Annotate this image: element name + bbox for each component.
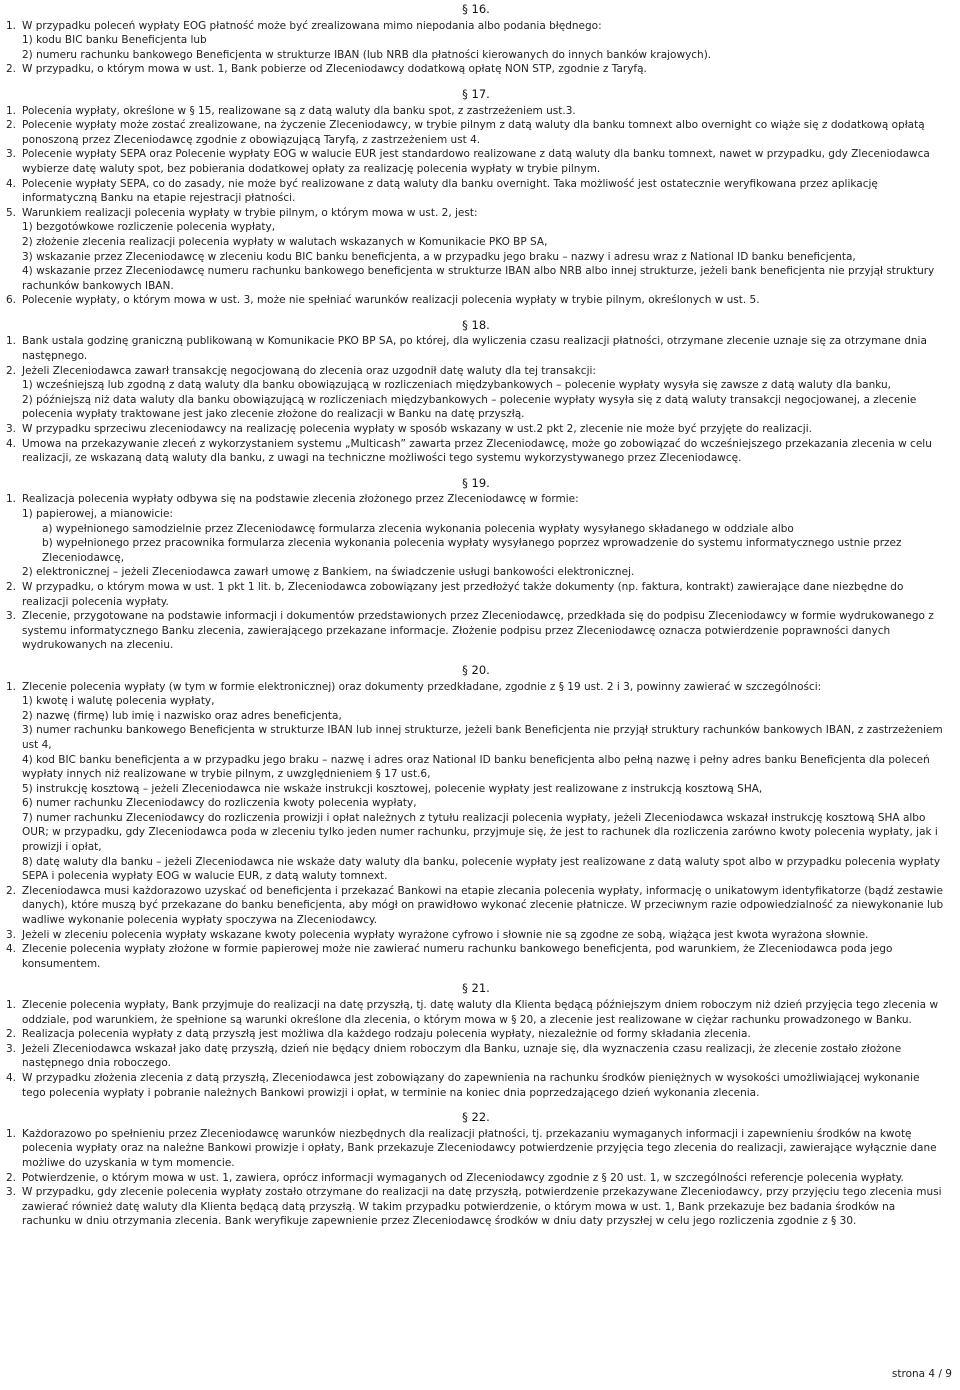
item-number: 3. bbox=[6, 1042, 17, 1055]
paragraph-item bbox=[6, 580, 946, 609]
item-number: 3. bbox=[6, 148, 17, 161]
item-number: 2. bbox=[6, 364, 17, 377]
paragraph-item bbox=[6, 1027, 946, 1042]
sub-item: 3) wskazanie przez Zleceniodawcę w zleceniu kodu BIC banku beneficjenta, a w przypadku jego braku – nazwy i adresu wraz z National ID banku beneficjenta, bbox=[22, 250, 856, 263]
item-text: W przypadku złożenia zlecenia z datą przyszłą, Zleceniodawca jest zobowiązany do zapewnienia na rachunku środków pieniężnych w wysokości umożliwiającej wykonanie tego polecenia wypłaty i pobranie należnych Bankowi prowizji i opłat, w terminie na koniec dnia poprzedzającego dzień wykonania zlecenia. bbox=[22, 1071, 920, 1099]
item-number: 2. bbox=[6, 1028, 17, 1041]
paragraph-item bbox=[6, 998, 946, 1027]
paragraph-item bbox=[6, 364, 946, 422]
item-number: 3. bbox=[6, 1186, 17, 1199]
sub-item: 2) numeru rachunku bankowego Beneficjenta w strukturze IBAN (lub NRB dla płatności kierowanych do innych banków krajowych). bbox=[22, 48, 712, 61]
item-number: 6. bbox=[6, 294, 17, 307]
item-number: 1. bbox=[6, 493, 17, 506]
item-number: 1. bbox=[6, 335, 17, 348]
item-text: W przypadku, gdy zlecenie polecenia wypłaty zostało otrzymane do realizacji na datę przyszłą, potwierdzenie przekazywane Zleceniodawcy, przy przyjęciu tego zlecenia musi zawierać również datę waluty dla Klienta będącą datą przyszłą. W takim przypadku potwierdzenie, o którym mowa w ust. 1, Bank przekazuje bez badania środków na rachunku w dniu otrzymania zlecenia. Bank weryfikuje zapewnienie przez Zleceniodawcę środków w dniu daty przyszłej w celu jego rozliczenia zgodnie z § 30. bbox=[22, 1186, 942, 1228]
item-text: Jeżeli Zleceniodawca zawarł transakcję negocjowaną do zlecenia oraz uzgodnił datę waluty dla tej transakcji: bbox=[22, 364, 596, 377]
paragraph-item bbox=[6, 422, 946, 437]
item-text: Potwierdzenie, o którym mowa w ust. 1, zawiera, oprócz informacji wymaganych od Zleceniodawcy zgodnie z § 20 ust. 1, w szczególności referencje polecenia wypłaty. bbox=[22, 1171, 904, 1184]
sub-item: 8) datę waluty dla banku – jeżeli Zleceniodawca nie wskaże daty waluty dla banku, polecenie wypłaty jest realizowane z datą waluty spot albo w przypadku polecenia wypłaty SEPA i polecenia wypłaty EOG w walucie EUR, z datą waluty tomnext. bbox=[22, 855, 941, 883]
section-title: § 17. bbox=[462, 86, 490, 101]
item-number: 5. bbox=[6, 206, 17, 219]
paragraph-item bbox=[6, 942, 946, 971]
paragraph-item bbox=[6, 118, 946, 147]
item-number: 4. bbox=[6, 1071, 17, 1084]
paragraph-item bbox=[6, 147, 946, 176]
sub-item: 2) złożenie zlecenia realizacji polecenia wypłaty w walutach wskazanych w Komunikacie PKO BP SA, bbox=[22, 235, 548, 248]
item-number: 1. bbox=[6, 19, 17, 32]
item-text: Bank ustala godzinę graniczną publikowaną w Komunikacie PKO BP SA, po której, dla wyliczenia czasu realizacji płatności, otrzymane zlecenie uznaje się za otrzymane dnia następnego. bbox=[22, 335, 927, 363]
sub-item: 1) kwotę i walutę polecenia wypłaty, bbox=[22, 695, 215, 708]
item-text: W przypadku, o którym mowa w ust. 1, Bank pobierze od Zleceniodawcy dodatkową opłatę NON STP, zgodnie z Taryfą. bbox=[22, 63, 647, 76]
item-text: Polecenie wypłaty może zostać zrealizowane, na życzenie Zleceniodawcy, w trybie pilnym z datą waluty dla banku tomnext albo overnight co wiąże się z dodatkową opłatą ponoszoną przez Zleceniodawcę zgodnie z obowiązującą Taryfą, z zastrzeżeniem ust 4. bbox=[22, 119, 925, 146]
item-text: W przypadku sprzeciwu zleceniodawcy na realizację polecenia wypłaty w sposób wskazany w ust.2 pkt 2, zlecenie nie może być przyjęte do realizacji. bbox=[22, 423, 812, 436]
item-text: Polecenia wypłaty, określone w § 15, realizowane są z datą waluty dla banku spot, z zastrzeżeniem ust.3. bbox=[22, 104, 576, 117]
item-number: 2. bbox=[6, 580, 17, 593]
paragraph-item bbox=[6, 19, 946, 63]
sub-item: 7) numer rachunku Zleceniodawcy do rozliczenia prowizji i opłat należnych z tytułu realizacji polecenia wypłaty, jeżeli Zleceniodawca wskazał instrukcję kosztową SHA albo OUR; w przypadku, gdy Zleceniodawca poda w zleceniu tylko jeden numer rachunku, przyjmuje się, że jest to rachunek dla rozliczenia zarówno kwoty polecenia wypłaty, jak i prowizji i opłat, bbox=[22, 811, 938, 854]
paragraph-item bbox=[6, 334, 946, 363]
sub-item: 1) kodu BIC banku Beneficjenta lub bbox=[22, 34, 207, 47]
paragraph-item bbox=[6, 1042, 946, 1071]
item-text: Zlecenie polecenia wypłaty złożone w formie papierowej może nie zawierać numeru rachunku bankowego beneficjenta, pod warunkiem, że Zleceniodawca poda jego konsumentem. bbox=[22, 943, 893, 970]
sub-item: 1) wcześniejszą lub zgodną z datą waluty dla banku obowiązującą w rozliczeniach międzybankowych – polecenie wypłaty wysyła się zawsze z datą waluty dla banku, bbox=[22, 379, 892, 392]
item-text: W przypadku, o którym mowa w ust. 1 pkt 1 lit. b, Zleceniodawca zobowiązany jest przedłożyć także dokumenty (np. faktura, kontrakt) zawierające dane niezbędne do realizacji polecenia wypłaty. bbox=[22, 580, 904, 608]
paragraph-item bbox=[6, 62, 946, 77]
section-title: § 18. bbox=[462, 317, 490, 332]
sub-item: 2) nazwę (firmę) lub imię i nazwisko oraz adres beneficjenta, bbox=[22, 709, 342, 722]
item-number: 4. bbox=[6, 177, 17, 190]
item-text: Zleceniodawca musi każdorazowo uzyskać od beneficjenta i przekazać Bankowi na etapie zlecania polecenia wypłaty, informację o unikatowym identyfikatorze (bądź zestawie danych), które muszą być przekazane do banku beneficjenta, aby mógł on prawidłowo wykonać zlecenie płatnicze. W przeciwnym razie odpowiedzialność za niewykonanie lub wadliwe wykonanie polecenia wypłaty spoczywa na Zleceniodawcy. bbox=[22, 884, 944, 927]
paragraph-item bbox=[6, 206, 946, 294]
paragraph-item bbox=[6, 884, 946, 928]
paragraph-item bbox=[6, 492, 946, 580]
item-text: Polecenie wypłaty, o którym mowa w ust. 3, może nie spełniać warunków realizacji polecenia wypłaty w trybie pilnym, określonych w ust. 5. bbox=[22, 294, 760, 307]
sub-item: 1) papierowej, a mianowicie: bbox=[22, 508, 174, 520]
item-text: Zlecenie, przygotowane na podstawie informacji i dokumentów przedstawionych przez Zleceniodawcę, przedkłada się do podpisu Zleceniodawcy w formie wydrukowanego z systemu informatycznego Banku zlecenia, zawierającego przekazane informacje. Złożenie podpisu przez Zleceniodawcę oznacza potwierdzenie poprawności danych wydrukowanych na zleceniu. bbox=[22, 610, 934, 652]
paragraph-item bbox=[6, 1185, 946, 1229]
sub-item: 2) elektronicznej – jeżeli Zleceniodawca zawarł umowę z Bankiem, na świadczenie usługi bankowości elektronicznej. bbox=[22, 566, 635, 579]
paragraph-item bbox=[6, 1127, 946, 1171]
paragraph-item bbox=[6, 680, 946, 884]
item-number: 2. bbox=[6, 1171, 17, 1184]
item-text: Jeżeli w zleceniu polecenia wypłaty wskazane kwoty polecenia wypłaty wyrażone cyfrowo i słownie nie są zgodne ze sobą, wiążąca jest kwota wyrażona słownie. bbox=[22, 928, 869, 941]
paragraph-item bbox=[6, 928, 946, 943]
paragraph-item bbox=[6, 609, 946, 653]
item-number: 2. bbox=[6, 884, 17, 897]
item-text: Zlecenie polecenia wypłaty, Bank przyjmuje do realizacji na datę przyszłą, tj. datę waluty dla Klienta będącą późniejszym dniem roboczym niż dzień przyjęcia tego zlecenia w oddziale, pod warunkiem, że spełnione są warunki określone dla zlecenia, o którym mowa w § 20, a zlecenie jest realizowane w ciężar rachunku prowadzonego w Banku. bbox=[22, 999, 939, 1026]
page-number: strona 4 / 9 bbox=[891, 1368, 952, 1381]
section-title: § 20. bbox=[462, 662, 490, 677]
item-number: 4. bbox=[6, 437, 17, 450]
item-number: 3. bbox=[6, 928, 17, 941]
section-title: § 16. bbox=[462, 2, 490, 16]
section-title: § 19. bbox=[462, 475, 490, 490]
item-number: 2. bbox=[6, 63, 17, 76]
paragraph-item bbox=[6, 437, 946, 466]
sub-item: 4) wskazanie przez Zleceniodawcę numeru rachunku bankowego beneficjenta w strukturze IBAN albo NRB albo innej strukturze, jeżeli bank beneficjenta nie przyjął struktury rachunków bankowych IBAN. bbox=[22, 265, 935, 292]
item-text: Warunkiem realizacji polecenia wypłaty w trybie pilnym, o którym mowa w ust. 2, jest: bbox=[22, 206, 478, 219]
item-text: W przypadku poleceń wypłaty EOG płatność może być zrealizowana mimo niepodania albo podania błędnego: bbox=[22, 19, 602, 32]
sub-item: 2) późniejszą niż data waluty dla banku obowiązującą w rozliczeniach międzybankowych – polecenie wypłaty wysyła się z datą waluty transakcji negocjowanej, a zlecenie polecenia wypłaty traktowane jest jako zlecenie złożone do realizacji w Banku na datę przyszłą. bbox=[22, 393, 917, 421]
paragraph-item bbox=[6, 1071, 946, 1100]
item-text: Polecenie wypłaty SEPA oraz Polecenie wypłaty EOG w walucie EUR jest standardowo realizowane z datą waluty dla banku tomnext, nawet w przypadku, gdy Zleceniodawca wybierze datę waluty spot, bez pobierania dodatkowej opłaty za realizację polecenia wypłaty w trybie pilnym. bbox=[22, 148, 930, 175]
paragraph-item bbox=[6, 1171, 946, 1186]
item-text: Umowa na przekazywanie zleceń z wykorzystaniem systemu „Multicash” zawarta przez Zleceniodawcę, może go zobowiązać do wcześniejszego przekazania zlecenia w celu realizacji, ze wskazaną datą waluty dla banku, z uwagi na techniczne możliwości tego systemu wykorzystywanego przez Zleceniodawcę. bbox=[22, 437, 932, 465]
item-number: 1. bbox=[6, 999, 17, 1011]
sub-item: 1) bezgotówkowe rozliczenie polecenia wypłaty, bbox=[22, 221, 276, 234]
paragraph-item bbox=[6, 104, 946, 119]
item-number: 4. bbox=[6, 943, 17, 956]
sub-sub-item: a) wypełnionego samodzielnie przez Zleceniodawcę formularza zlecenia wykonania polecenia wypłaty wysyłanego składanego w oddziale albo bbox=[42, 522, 794, 535]
item-number: 1. bbox=[6, 104, 17, 117]
item-text: Polecenie wypłaty SEPA, co do zasady, nie może być realizowane z datą waluty dla banku overnight. Taka możliwość jest ostatecznie weryfikowana przez aplikację informatyczną Banku na etapie rejestracji płatności. bbox=[22, 177, 878, 205]
sub-item: 6) numer rachunku Zleceniodawcy do rozliczenia kwoty polecenia wypłaty, bbox=[22, 797, 417, 810]
item-number: 3. bbox=[6, 423, 17, 436]
item-text: Realizacja polecenia wypłaty odbywa się na podstawie zlecenia złożonego przez Zleceniodawcę w formie: bbox=[22, 493, 579, 506]
paragraph-item bbox=[6, 293, 946, 308]
section-title: § 22. bbox=[462, 1110, 490, 1125]
paragraph-item bbox=[6, 177, 946, 206]
sub-item: 3) numer rachunku bankowego Beneficjenta w strukturze IBAN lub innej strukturze, jeżeli bank Beneficjenta nie przyjął struktury rachunków bankowych IBAN, z zastrzeżeniem ust 4, bbox=[22, 724, 943, 751]
section-title: § 21. bbox=[462, 981, 490, 996]
sub-sub-item: b) wypełnionego przez pracownika formularza zlecenia wykonania polecenia wypłaty wysyłanego poprzez wprowadzenie do systemu informatycznego ustnie przez Zleceniodawcę, bbox=[42, 537, 902, 564]
document-body bbox=[6, 2, 946, 1229]
sub-item: 5) instrukcję kosztową – jeżeli Zleceniodawca nie wskaże instrukcji kosztowej, polecenie wypłaty jest realizowane z instrukcją kosztową SHA, bbox=[22, 782, 763, 795]
item-number: 2. bbox=[6, 119, 17, 132]
item-text: Każdorazowo po spełnieniu przez Zleceniodawcę warunków niezbędnych dla realizacji płatności, tj. przekazaniu wymaganych informacji i zapewnieniu środków na kwotę polecenia wypłaty oraz na należne Bankowi prowizje i opłaty, Bank przekazuje Zleceniodawcy potwierdzenie przyjęcia tego zlecenia do realizacji, zawierające wyłącznie dane możliwe do uzyskania w tym momencie. bbox=[22, 1127, 937, 1169]
sub-item: 4) kod BIC banku beneficjenta a w przypadku jego braku – nazwę i adres oraz National ID banku beneficjenta albo pełną nazwę i pełny adres banku Beneficjenta dla poleceń wypłaty innych niż realizowane w trybie pilnym, z uwzględnieniem § 17 ust.6, bbox=[22, 753, 930, 781]
item-number: 1. bbox=[6, 1127, 17, 1140]
item-number: 3. bbox=[6, 610, 17, 623]
item-text: Realizacja polecenia wypłaty z datą przyszłą jest możliwa dla każdego rodzaju polecenia wypłaty, niezależnie od formy składania zlecenia. bbox=[22, 1028, 751, 1041]
item-number: 1. bbox=[6, 680, 17, 693]
item-text: Zlecenie polecenia wypłaty (w tym w formie elektronicznej) oraz dokumenty przedkładane, zgodnie z § 19 ust. 2 i 3, powinny zawierać w szczególności: bbox=[22, 680, 822, 693]
item-text: Jeżeli Zleceniodawca wskazał jako datę przyszłą, dzień nie będący dniem roboczym dla Banku, uznaje się, dla wyznaczenia czasu realizacji, że zlecenie zostało złożone następnego dnia roboczego. bbox=[22, 1042, 902, 1070]
